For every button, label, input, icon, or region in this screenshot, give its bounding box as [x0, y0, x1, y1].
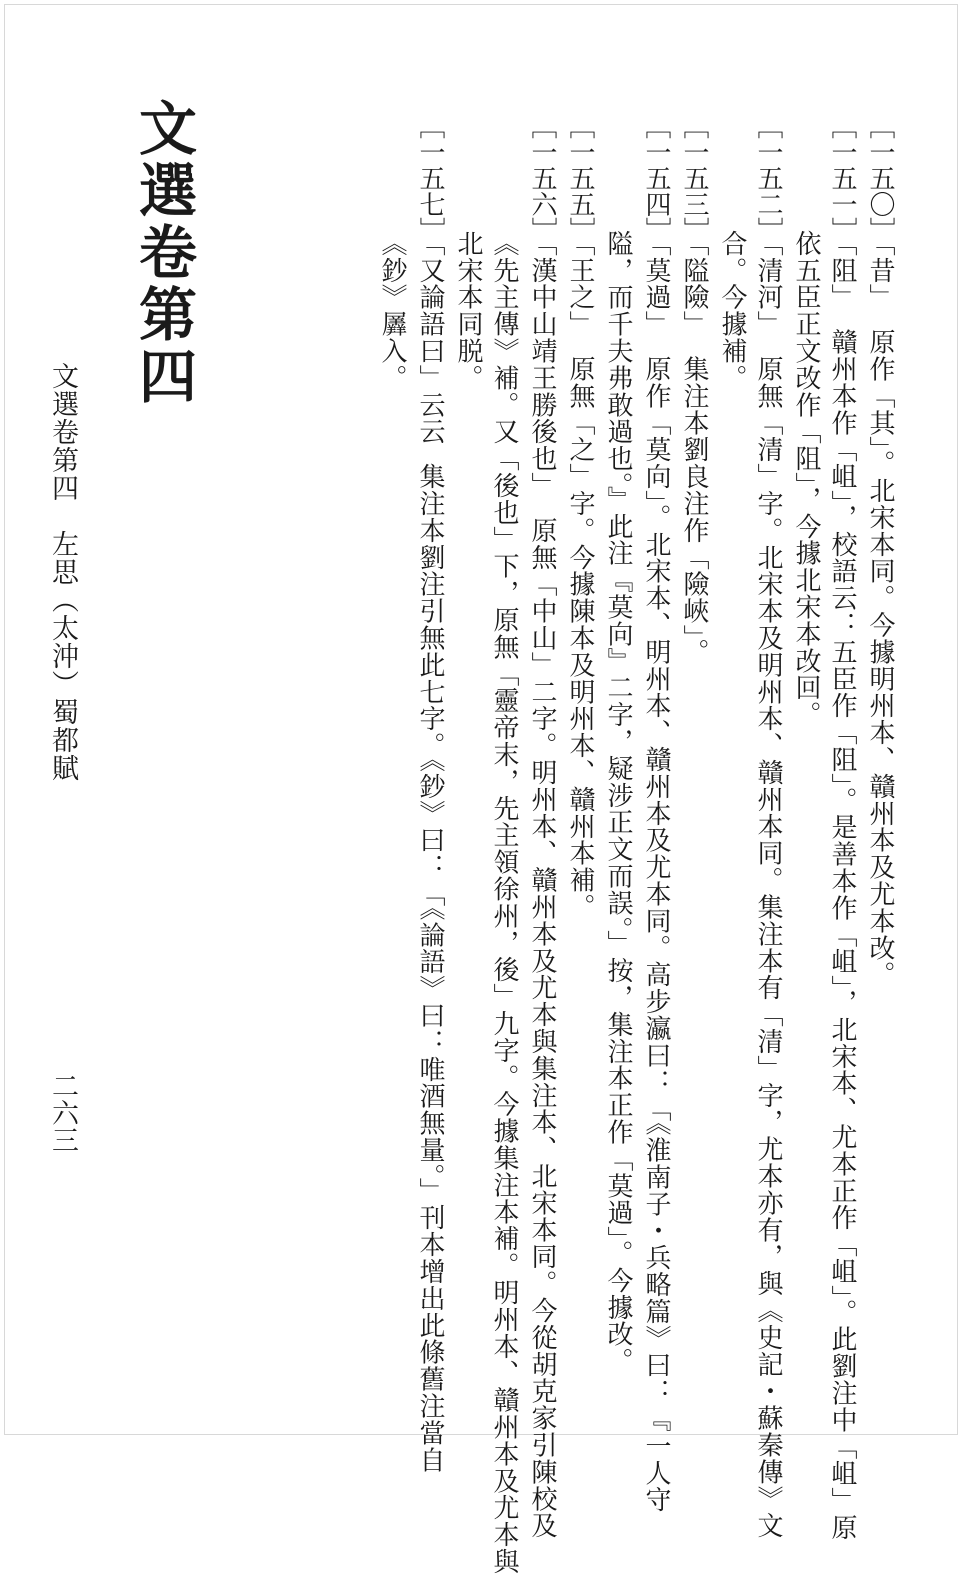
running-head: 文選卷第四 左思（太沖）蜀都賦 — [47, 362, 78, 782]
book-title: 文選卷第四 — [129, 98, 197, 408]
note-number: ［一五四］ — [641, 113, 671, 243]
note-continuation: 《先主傳》補。又「後也」下，原無「靈帝末，先主領徐州，後」九字。今據集注本補。明州本、贛州本及尤本與 — [489, 230, 519, 1575]
note-body: 原無「中山」二字。明州本、贛州本及尤本與集注本、北宋本同。今從胡克家引陳校及 — [527, 517, 557, 1540]
note-body: 原作「其」。北宋本同。今據明州本、贛州本及尤本改。 — [865, 328, 895, 989]
note-continuation: 依五臣正文改作「阻」，今據北宋本改回。 — [791, 230, 821, 729]
note-number: ［一五三］ — [679, 113, 709, 243]
note-body: 原作「莫向」。北宋本、明州本、贛州本及尤本同。高步瀛曰：「《淮南子・兵略篇》曰：『一人守 — [641, 355, 671, 1514]
note-number: ［一五一］ — [827, 113, 857, 243]
note-head: 「漢中山靖王勝後也」 — [527, 243, 557, 499]
note-152 — [750, 113, 786, 1540]
note-continuation: 隘，而千夫弗敢過也。』此注『莫向』二字，疑涉正文而誤。」按，集注本正作「莫過」。今據改。 — [603, 230, 633, 1375]
note-body: 集注本劉注引無此七字。《鈔》曰：「《論語》曰：唯酒無量。」刊本增出此條舊注當自 — [415, 463, 445, 1474]
note-number: ［一五六］ — [527, 113, 557, 243]
note-154-continuation — [600, 230, 636, 1500]
note-154 — [638, 113, 674, 1514]
note-head: 「莫過」 — [641, 243, 671, 338]
note-153 — [676, 113, 712, 1383]
note-157 — [412, 113, 448, 1474]
note-156-continuation-2 — [450, 230, 486, 1500]
note-continuation: 北宋本同脱。 — [453, 230, 483, 392]
note-body: 贛州本作「岨」，校語云：五臣作「阻」。是善本作「岨」，北宋本、尤本正作「岨」。此劉注中「岨」原 — [827, 328, 857, 1542]
page-number: 二六三 — [47, 1072, 78, 1153]
note-head: 「昔」 — [865, 243, 895, 311]
note-151 — [824, 113, 860, 1542]
note-body: 原無「清」字。北宋本及明州本、贛州本同。集注本有「清」字，尤本亦有，與《史記・蘇秦傳》文 — [753, 355, 783, 1540]
note-body: 原無「之」字。今據陳本及明州本、贛州本補。 — [565, 355, 595, 921]
note-head: 「隘險」 — [679, 243, 709, 338]
note-155 — [562, 113, 598, 1383]
note-152-continuation — [714, 230, 750, 1500]
note-continuation: 《鈔》羼入。 — [377, 230, 407, 392]
note-156 — [524, 113, 560, 1540]
note-continuation: 合。今據補。 — [717, 230, 747, 392]
note-head: 「王之」 — [565, 243, 595, 338]
note-number: ［一五七］ — [415, 113, 445, 243]
note-number: ［一五〇］ — [865, 113, 895, 243]
note-body: 集注本劉良注作「險峽」。 — [679, 355, 709, 666]
note-head: 「清河」 — [753, 243, 783, 338]
note-number: ［一五二］ — [753, 113, 783, 243]
note-head: 「又論語曰」云云 — [415, 243, 445, 446]
note-157-continuation — [374, 230, 410, 1500]
note-151-continuation — [788, 230, 824, 1500]
note-head: 「阻」 — [827, 243, 857, 311]
note-number: ［一五五］ — [565, 113, 595, 243]
note-150 — [862, 113, 898, 1383]
note-156-continuation — [486, 230, 522, 1575]
